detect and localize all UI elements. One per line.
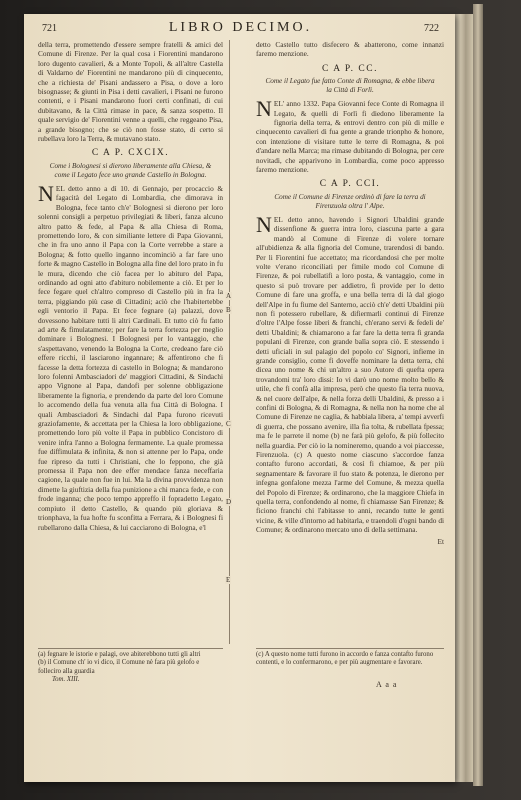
footnote-c: (c) A questo nome tutti furono in accordo e fanza contafto furono contenti, e lo confermarono, e per più augmentare e favorare.	[256, 651, 434, 667]
chapter-body-cc	[256, 96, 444, 175]
chapter-text-cci: EL detto anno, havendo i Signori Ubaldini grande dissenfione & guerra intra loro, ciascuna parte a gara mandò al Comune di Firenze di volere tornare all'ubidienza & alla fignoria del Comune, trarendosi di bando. Per li Fiorentini fue accettato; ma ricordandosi che per molte volte v'erano riconciliati per fimile modo col Comune di Firenze, & poi rubellatifi a loro posta, & vantaggio, come in questo si può trovare per addietro, fi provide per lo detto Comune di fare una groffa, e una bella terra di là dal giogo dell'Alpe in fu fiume del Santerno, acciò ch'e' detti Ubaldini più non fi potessero rubellare, & difiermarli continui di Firenze d'oltre l'Alpe fosse liberi & franchi, ch'erano servi & fedeli de' detti Ubaldini; & chiamarono a far fare la detta terra fi granda populani di Firenze, con grande balìa sopra ciò. E stessendo i detti uficiali in sul palagio del popolo co' Signori, infieme in grande consiglio, come fi doveffe nominare la detta terra, chi dicea uno nome & chi un'altro a suo Autore di quefta opera trovandomi tra' loro dissi: Io vi darò uno nome molto bello & utile, che fi confà alla impresa, però che questo fia terra nuova, & nel cuore dell'alpe, & nella forza delli Ubaldini, & presso a i confini di Bologna, & di Romagna, & nella non ha nome che al Comune di Firenze ne caglia, & habbiala libera, a' tempi avverfi di guerra, che possano avenire, illa fia tolta, & rubellata fpessa; ma fe le parrete il nome (b) ne farà più gelofo, & più follecito nella guardia. Per ciò io la nomineremo, quando a voi piaccesse, Firenzuola. (c) A questo nome ciascuno s'accordoe fanza contafto furono accordati, & così fi chiamoe, & per più segnamentare & favorare il fuo stato & potenza, le dierono per infegna gonfalone mezza l'arme del Comune, & mezza quella del Popolo di Firenze; & ordinarono, che la maggiore Chiefa in quella terra, confondendo al nome, fi chiamasse San Firenze; & ficiono franchi chi l'abitasse to anni, recando tutte le genti vicine, & ville d'intorno ad habitarla, e traendoli d'ogni bando di Comune; & ordinarono mercato uno di della settimana.	[256, 214, 444, 535]
chapter-text-cxcix: EL detto anno a dì 10. di Gennajo, per procaccio & fagacità del Legato di Lombardia, che dimorava in Bologna, fece tanto ch'e' Bolognesi si dierono per loro solenni consigli a perpetuo privilegiati & liberi, fanza alcuno altro patto & fede, al Papa & alla Chiesa di Roma, promettendo loro, & con similiante lettere di Papa Giovanni, che in fra uno anno il Papa con la Corte verrebbe a stare a Bologna; & fotto quello inganno incominciò a far fare uno forte & magno Castello in Bologna alla fine del loro prato in fu le mura, dicendo che ciò facea per lo abituro del Papa, ordinando ad ogni atto d'abituro nobilemente a ciò. Et per lo fece fegare quel ch'altro compreso di Castello più in fra la terra, piggiando più case di Cittadini; aciò che l'habitertebbe egli ventorio il Papa. Et fece fegnare (a) palazzi, dove dovessono habitare tutti li altri Cardinali. Et tutto ciò fu fatto ad arte & fimulatamente; per fare la terra fortezza per meglio dominare i Bolognesi. I Bolognesi per lo vantaggio, che s'aspettavano, venendo la Bologna la Corte, credeano fare ciò effere ricchi, il lasciarono ingannare; & affentirono che fi facesse la detta fortezza di castello in Bologna; & mandarono loro folenni Ambasciadori de' maggiori Cittadini, & Sindachi appo Vignone al Papa, dandofi per solenne obbligazione liberamente la fignoria, e prendendo da parte del loro Comune lo accomendo della fua venuta alla fua Città di Bologna. I quali Ambasciadori & Sindachi dal Papa furono ricevuti graziofamente, & accettata per la Chiesa la loro obbligazione, promettendo loro più volte il Papa in pubblico Concistoro di venire infra l'anno a Bologna fermamente. La quale promessa fue diffimulata & infinita, & non si attenne per lo Papa, onde fue ripreso da tutti i Christiani, che lo feppono, che già promessa il Papa non dee effer mendace fanza neceffaria cagione, la quale non fue in lui. Ma la divina provvidenza non dimette la giuftizia della fua punizione a chi manca fede, e con frode inganna; che poco tempo appreffo il fopradetto Legato, compiuto il detto Castello, & quando più gloriava & trionphava, la fua hofte fu sconfitta a Ferrara, & i Bolognesi fi rubellarono dalla Chiesa, & lui cacciarono di Bologna, e'l	[38, 183, 223, 532]
page-number-right: 722	[423, 23, 439, 34]
chapter-rubric-cci: Come il Comune di Firenze ordinò di fare la terra di Firenzuola oltra l' Alpe.	[274, 192, 426, 210]
margin-letter-e: E	[226, 576, 231, 584]
page-edge-shadow	[473, 4, 483, 786]
right-footnotes	[256, 648, 444, 668]
margin-letter-c: C	[226, 420, 231, 428]
left-footnotes	[38, 648, 223, 685]
chapter-rubric-cxcix: Come i Bolognesi si dierono liberamente alla Chiesa, & come il Legato fece uno grande Castello in Bologna.	[49, 161, 212, 179]
footnote-rule	[38, 648, 223, 649]
footnote-a: (a) fegnare le istorie e palagi, ove abiterebbono tutti gli altri	[38, 651, 201, 658]
left-intro-paragraph: della terra, promettendo d'essere sempre fratelli & amici del Comune di Firenze. Per la qual cosa i Fiorentini mandarono loro dugento cavalieri, & a Monte Topoli, & all'altre Castella di Valdarno de' Fiorentini ne mandarono più di cinquecento, che a richiesta de' Pisani andassero a Pisa, o dove a loro bisognasse; & giunti in Pisa i detti cavalieri, i Pisani ne furono contenti, e i Pisani mandarono fuori certi confinati, di cui dubitavano, & la Città rimase in pace, & sanza sospetto. Il quale servigio de' Fiorentini venne a quelli, che reggeano Pisa, a grande bisogno; che se ciò non fosse stato, di certo si rubellava loro la Terra, & mutavano stato.	[38, 40, 223, 144]
margin-letter-a: A	[226, 292, 232, 300]
chapter-text-cc: EL' anno 1332. Papa Giovanni fece Conte di Romagna il Legato, & quelli di Forlì fi diedono liberamente la fignoria della terra, & entrovi dentro con più di mille e cinquecento cavalieri di fua gente a grande trionpho & honore, con intenzione di visitare tutte le terre di Romagna, & poi d'andare nella Marca; ma rimase dubitando di Bologna, per cere novitadi, che apparivono in Lombardia, come poco appresso faremo menzione.	[256, 99, 444, 175]
margin-letter-b: B	[226, 306, 231, 314]
drop-capital: N	[256, 96, 272, 122]
page-edge	[455, 14, 473, 782]
right-column	[256, 40, 444, 546]
footnote-rule	[256, 648, 444, 649]
footnote-b: (b) il Comune ch' io vi dico, il Comune nè fara più gelofo e folleciro alla guardia	[38, 659, 200, 675]
chapter-rubric-cc: Come il Legato fue fatto Conte di Romagna, & ebbe libera la Città di Forlì.	[265, 77, 435, 95]
book-page	[24, 14, 455, 782]
chapter-heading-cci: C A P. CCI.	[319, 179, 381, 190]
chapter-body-cci	[256, 211, 444, 535]
chapter-heading-cxcix: C A P. CXCIX.	[91, 148, 170, 159]
left-column	[38, 40, 223, 534]
margin-letters	[223, 40, 237, 640]
printer-signature: A a a	[376, 680, 398, 689]
margin-letter-d: D	[226, 498, 232, 506]
chapter-body-cxcix	[38, 180, 223, 532]
drop-capital: N	[38, 180, 54, 206]
right-intro-paragraph: detto Castello tutto disfecero & abatterono, come innanzi faremo menzione.	[256, 40, 444, 59]
chapter-heading-cc: C A P. CC.	[322, 63, 378, 74]
running-title: LIBRO DECIMO.	[168, 20, 313, 35]
running-header	[42, 20, 439, 38]
page-number-left: 721	[42, 23, 57, 34]
catchword: Et	[437, 536, 444, 546]
tome-label: Tom. XIII.	[52, 676, 80, 684]
drop-capital: N	[256, 211, 272, 237]
